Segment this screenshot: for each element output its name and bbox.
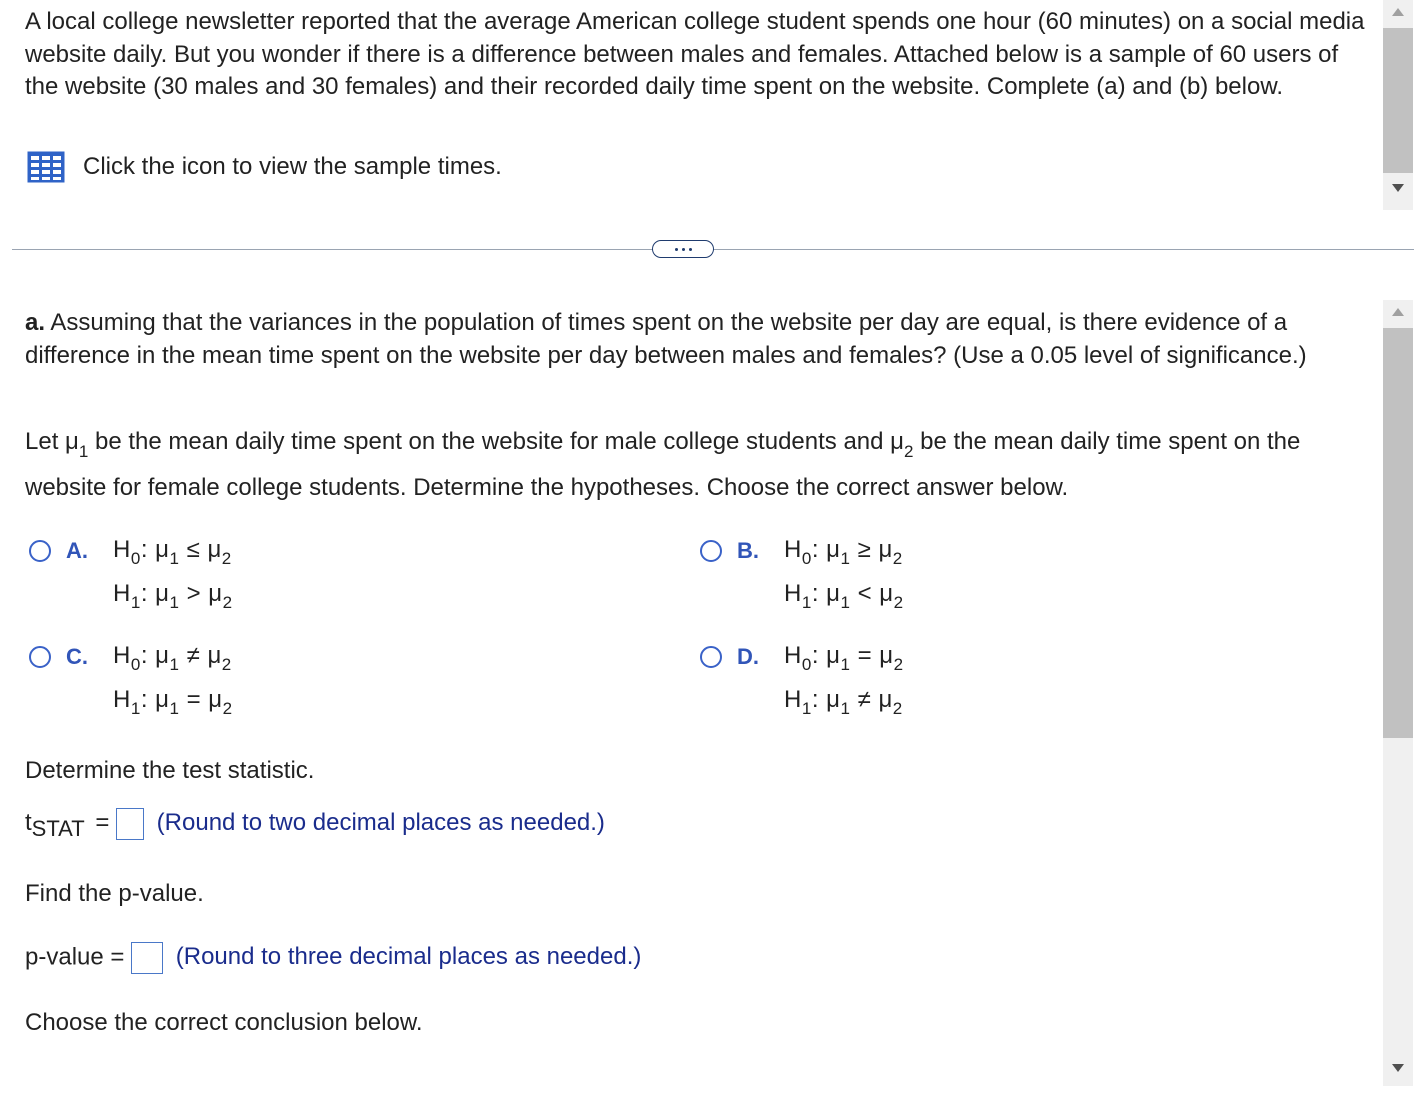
scroll-up-arrow-icon[interactable] (1392, 8, 1404, 16)
option-a-letter: A. (66, 538, 88, 563)
problem-statement: A local college newsletter reported that the average American college student spends one hour (60 minutes) on a social media website daily. But you wonder if there is a difference between males and females. Attached below is a sample of 60 users of the website (30 males and 30 females) and their recorded daily time spent on the website. Complete (a) and (b) below. (25, 8, 1365, 100)
option-c-h0: $H_0$: $\mu_1 \ne \mu_2$ (113, 642, 232, 674)
scroll-thumb[interactable] (1383, 28, 1413, 173)
option-a-h0: $H_0$: $\mu_1 \le \mu_2$ (113, 536, 232, 568)
test-stat-hint: (Round to two decimal places as needed.) (156, 809, 605, 837)
test-stat-label: tSTAT (25, 809, 85, 842)
part-a-question (25, 307, 1355, 372)
p-value-label: p-value = (25, 943, 125, 971)
p-value-row (25, 942, 641, 974)
option-b-letter: B. (737, 538, 759, 563)
scroll-thumb[interactable] (1383, 328, 1413, 738)
scroll-down-arrow-icon[interactable] (1392, 1064, 1404, 1072)
option-a[interactable] (29, 532, 429, 622)
p-value-hint: (Round to three decimal places as needed.) (175, 943, 642, 971)
part-a-label: a. (25, 309, 46, 336)
ellipsis-icon[interactable] (652, 240, 714, 258)
option-c-radio[interactable] (29, 646, 51, 668)
option-b-h1: $H_1$: $\mu_1 < \mu_2$ (784, 580, 904, 612)
option-d-radio[interactable] (700, 646, 722, 668)
p-value-input[interactable] (131, 942, 163, 974)
option-a-h1: $H_1$: $\mu_1 > \mu_2$ (113, 580, 233, 612)
option-b-h0: $H_0$: $\mu_1 \ge \mu_2$ (784, 536, 903, 568)
let-statement: Let $\mu_1$ be the mean daily time spent on the website for male college students and $\mu_2$ be the mean daily time spent on the website for female college students. Determine the hypotheses. Choose the correct answer below. (25, 428, 1301, 501)
table-grid-icon[interactable] (27, 151, 65, 183)
option-a-radio[interactable] (29, 540, 51, 562)
view-sample-times-link[interactable] (27, 150, 502, 184)
option-c-letter: C. (66, 644, 88, 669)
bottom-scrollbar[interactable] (1383, 300, 1413, 1086)
view-sample-times-text[interactable]: Click the icon to view the sample times. (83, 153, 502, 180)
option-c[interactable] (29, 638, 429, 728)
option-d-letter: D. (737, 644, 759, 669)
part-a-text: Assuming that the variances in the population of times spent on the website per day are equal, is there evidence of a difference in the mean time spent on the website per day between males and females? (Use a 0.05 level of significance.) (25, 309, 1307, 369)
option-d-h0: $H_0$: $\mu_1 = \mu_2$ (784, 642, 904, 674)
test-stat-input[interactable] (116, 808, 144, 840)
option-b[interactable] (700, 532, 1100, 622)
option-b-radio[interactable] (700, 540, 722, 562)
conclusion-prompt: Choose the correct conclusion below. (25, 1009, 423, 1036)
p-value-prompt: Find the p-value. (25, 880, 204, 907)
option-d-h1: $H_1$: $\mu_1 \ne \mu_2$ (784, 686, 903, 718)
scroll-down-arrow-icon[interactable] (1392, 184, 1404, 192)
option-d[interactable] (700, 638, 1100, 728)
top-scrollbar[interactable] (1383, 0, 1413, 210)
test-stat-row: tSTAT = (Round to two decimal places as needed.) (25, 809, 605, 842)
option-c-h1: $H_1$: $\mu_1 = \mu_2$ (113, 686, 233, 718)
scroll-up-arrow-icon[interactable] (1392, 308, 1404, 316)
test-stat-prompt: Determine the test statistic. (25, 757, 315, 784)
